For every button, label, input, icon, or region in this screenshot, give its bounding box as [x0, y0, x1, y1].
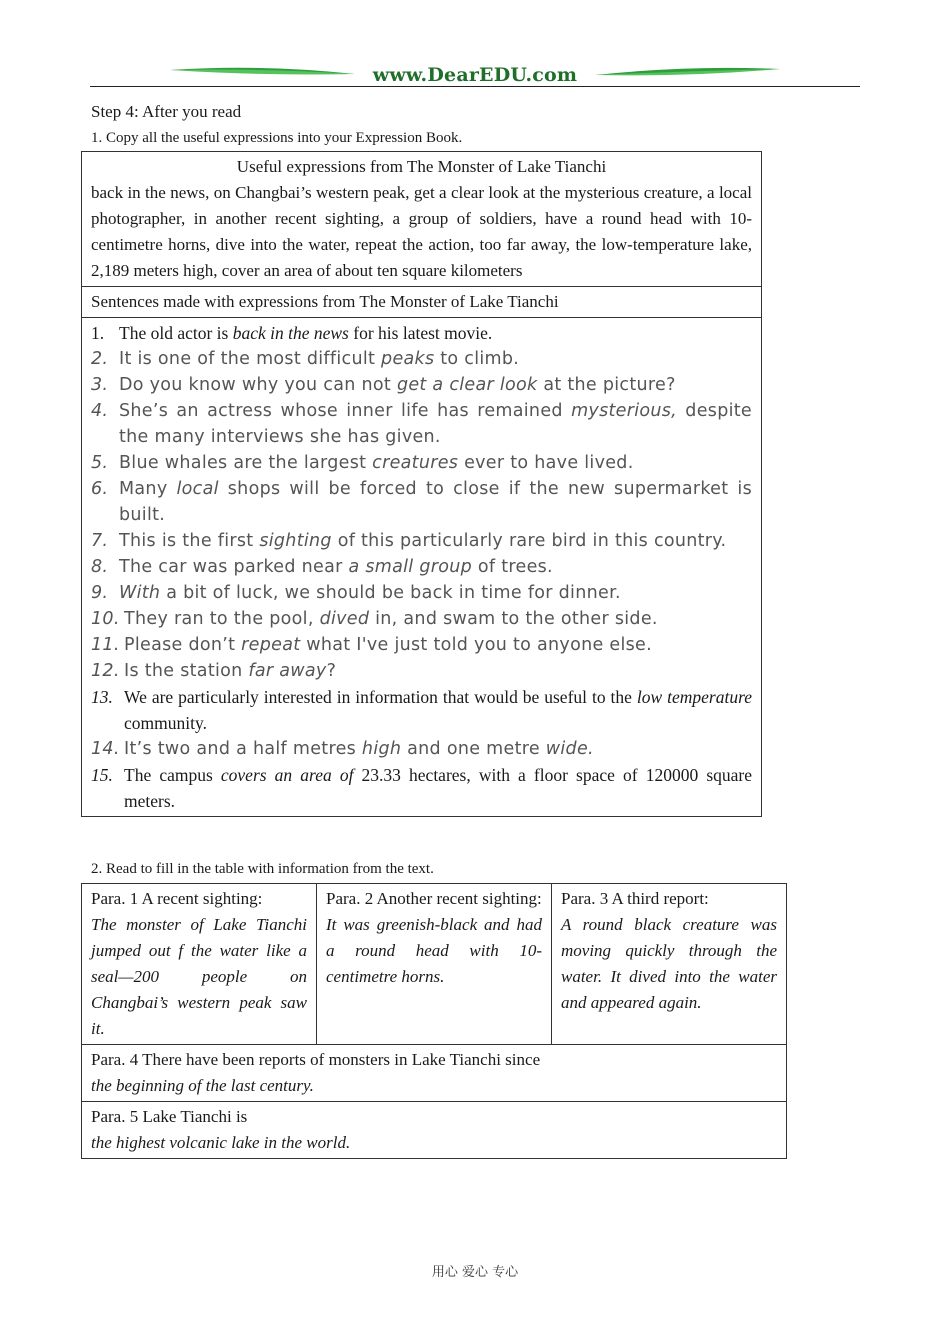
- expressions-title: Useful expressions from The Monster of Lake Tianchi: [236, 157, 607, 176]
- para1-answer: The monster of Lake Tianchi jumped out f the water like a seal—200 people on Changbai’s western peak saw it.: [91, 915, 307, 1038]
- sentence-item: [91, 346, 752, 372]
- sentence-text: [119, 554, 752, 580]
- sentence-pre: Many: [119, 479, 177, 499]
- sentence-item: [91, 528, 752, 554]
- sentence-item: [91, 762, 752, 814]
- sentence-item: [91, 450, 752, 476]
- sentence-number: 2.: [91, 349, 109, 369]
- para2-answer: It was greenish-black and had a round head with 10-centimetre horns.: [326, 915, 542, 986]
- sentence-item: [91, 320, 752, 346]
- sentence-pre: They ran to the pool,: [124, 609, 320, 629]
- sentence-text: [124, 762, 752, 814]
- sentence-number: 9.: [91, 583, 109, 603]
- expressions-cell: [82, 152, 761, 287]
- sentence-expression: mysterious,: [571, 401, 678, 421]
- sentence-expression: sighting: [259, 531, 332, 551]
- sentence-expression: dived: [319, 609, 370, 629]
- sentence-post: in, and swam to the other side.: [369, 609, 658, 629]
- sentence-item: [91, 554, 752, 580]
- sentence-post: of trees.: [472, 557, 553, 577]
- para5-answer: the highest volcanic lake in the world.: [91, 1133, 351, 1152]
- sentence-item: [91, 372, 752, 398]
- sentence-number: 13.: [91, 687, 113, 707]
- page-header: [90, 62, 860, 88]
- sentence-post: shops will be forced to close if the new supermarket is built.: [119, 479, 752, 525]
- sentence-text: [119, 580, 752, 606]
- sentence-post: 23.33 hectares, with a floor space of 120000 square meters.: [124, 765, 752, 811]
- para1-label: Para. 1 A recent sighting:: [91, 889, 263, 908]
- expressions-list: back in the news, on Changbai’s western peak, get a clear look at the mysterious creature, a local photographer, in another recent sighting, a group of soldiers, have a round head with 10-centimetre horns, dive into the water, repeat the action, too far away, the low-temperature lake, 2,189 meters high, cover an area of about ten square kilometers: [91, 183, 752, 280]
- sentences-cell: [82, 318, 761, 816]
- sentence-post: despite the many interviews she has given.: [119, 401, 753, 447]
- sentence-pre: The car was parked near: [119, 557, 349, 577]
- para4-row: [82, 1045, 786, 1102]
- sentence-pre: The old actor is: [119, 323, 233, 343]
- sentence-post: ever to have lived.: [458, 453, 634, 473]
- sentence-item: [91, 606, 752, 632]
- instruction-1: 1. Copy all the useful expressions into your Expression Book.: [91, 130, 463, 146]
- sentence-expression: get a clear look: [396, 375, 538, 395]
- sentence-number: 10.: [91, 609, 120, 629]
- expressions-table: [81, 151, 762, 817]
- para3-label: Para. 3 A third report:: [561, 889, 709, 908]
- sentence-item: [91, 684, 752, 736]
- para2-label: Para. 2 Another recent sighting:: [326, 889, 542, 908]
- sentence-item: [91, 736, 752, 762]
- sentence-text: [124, 658, 752, 684]
- sentence-text: [124, 736, 752, 762]
- sentence-pre: Do you know why you can not: [119, 375, 397, 395]
- sentences-list: [91, 320, 752, 814]
- sentence-text: [124, 606, 752, 632]
- sentence-pre: Blue whales are the largest: [119, 453, 373, 473]
- sentence-expression: With: [119, 583, 161, 603]
- sentence-pre: We are particularly interested in information that would be useful to the: [124, 687, 637, 707]
- instruction-2: 2. Read to fill in the table with information from the text.: [91, 861, 434, 877]
- site-logo-text: www.DearEDU.com: [372, 64, 578, 86]
- sentence-text: [119, 528, 752, 554]
- sentence-number: 4.: [91, 401, 109, 421]
- sentence-pre: Please don’t: [124, 635, 242, 655]
- sentence-number: 1.: [91, 323, 105, 343]
- sentence-expression: far away: [248, 661, 327, 681]
- sentence-post: at the picture?: [537, 375, 676, 395]
- reading-table: [81, 883, 787, 1159]
- sentence-expression: high: [361, 739, 402, 759]
- sentence-post: what I've just told you to anyone else.: [300, 635, 652, 655]
- sentence-number: 14.: [91, 739, 120, 759]
- sentence-text: [119, 372, 752, 398]
- sentence-item: [91, 398, 752, 450]
- sentence-expression: back in the news: [232, 323, 349, 343]
- sentence-text: [119, 450, 752, 476]
- sentence-text: [124, 684, 752, 736]
- sentence-post: community.: [124, 713, 207, 733]
- sentences-title: Sentences made with expressions from The Monster of Lake Tianchi: [82, 287, 761, 318]
- sentence-expression: covers an area of: [220, 765, 354, 785]
- sentence-text: [119, 476, 752, 528]
- sentence-pre: The campus: [124, 765, 221, 785]
- sentence-expression: peaks: [381, 349, 435, 369]
- para4-answer: the beginning of the last century.: [91, 1076, 314, 1095]
- para5-label: Para. 5 Lake Tianchi is: [91, 1107, 248, 1126]
- sentence-expression: repeat: [241, 635, 301, 655]
- sentence-number: 3.: [91, 375, 109, 395]
- sentence-post: for his latest movie.: [348, 323, 493, 343]
- sentence-text: [119, 346, 752, 372]
- header-rule: [90, 86, 860, 87]
- sentence-text: [119, 398, 752, 450]
- para3-cell: [552, 884, 786, 1044]
- page-footer: 用心 爱心 专心: [431, 1265, 519, 1280]
- sentence-number: 8.: [91, 557, 109, 577]
- sentence-expression: wide.: [545, 739, 594, 759]
- sentence-number: 11.: [91, 635, 120, 655]
- step-title: Step 4: After you read: [91, 102, 242, 121]
- sentence-pre: It is one of the most difficult: [119, 349, 382, 369]
- sentence-number: 6.: [91, 479, 109, 499]
- sentence-number: 5.: [91, 453, 109, 473]
- sentence-post: of this particularly rare bird in this country.: [331, 531, 727, 551]
- para1-cell: [82, 884, 317, 1044]
- para4-label: Para. 4 There have been reports of monsters in Lake Tianchi since: [91, 1050, 541, 1069]
- sentence-post: a bit of luck, we should be back in time for dinner.: [160, 583, 621, 603]
- sentence-expression: a small group: [348, 557, 473, 577]
- sentence-pre: This is the first: [119, 531, 260, 551]
- sentence-text: [119, 320, 752, 346]
- para2-cell: [317, 884, 552, 1044]
- sentence-pre: It’s two and a half metres: [124, 739, 362, 759]
- sentence-pre: She’s an actress whose inner life has remained: [119, 401, 572, 421]
- sentence-item: [91, 632, 752, 658]
- sentence-number: 12.: [91, 661, 120, 681]
- sentence-pre: Is the station: [124, 661, 249, 681]
- sentence-number: 15.: [91, 765, 113, 785]
- sentence-item: [91, 658, 752, 684]
- sentence-item: [91, 476, 752, 528]
- sentence-post: ?: [326, 661, 337, 681]
- sentence-post: and one metre: [401, 739, 546, 759]
- paragraph-row-1-3: [82, 884, 786, 1045]
- para3-answer: A round black creature was moving quickly through the water. It dived into the water and appeared again.: [561, 915, 777, 1012]
- sentence-expression: creatures: [372, 453, 459, 473]
- para5-row: [82, 1102, 786, 1158]
- sentence-expression: local: [176, 479, 219, 499]
- sentence-text: [124, 632, 752, 658]
- sentence-item: [91, 580, 752, 606]
- sentence-post: to climb.: [434, 349, 520, 369]
- sentence-number: 7.: [91, 531, 109, 551]
- sentence-expression: low temperature: [636, 687, 752, 707]
